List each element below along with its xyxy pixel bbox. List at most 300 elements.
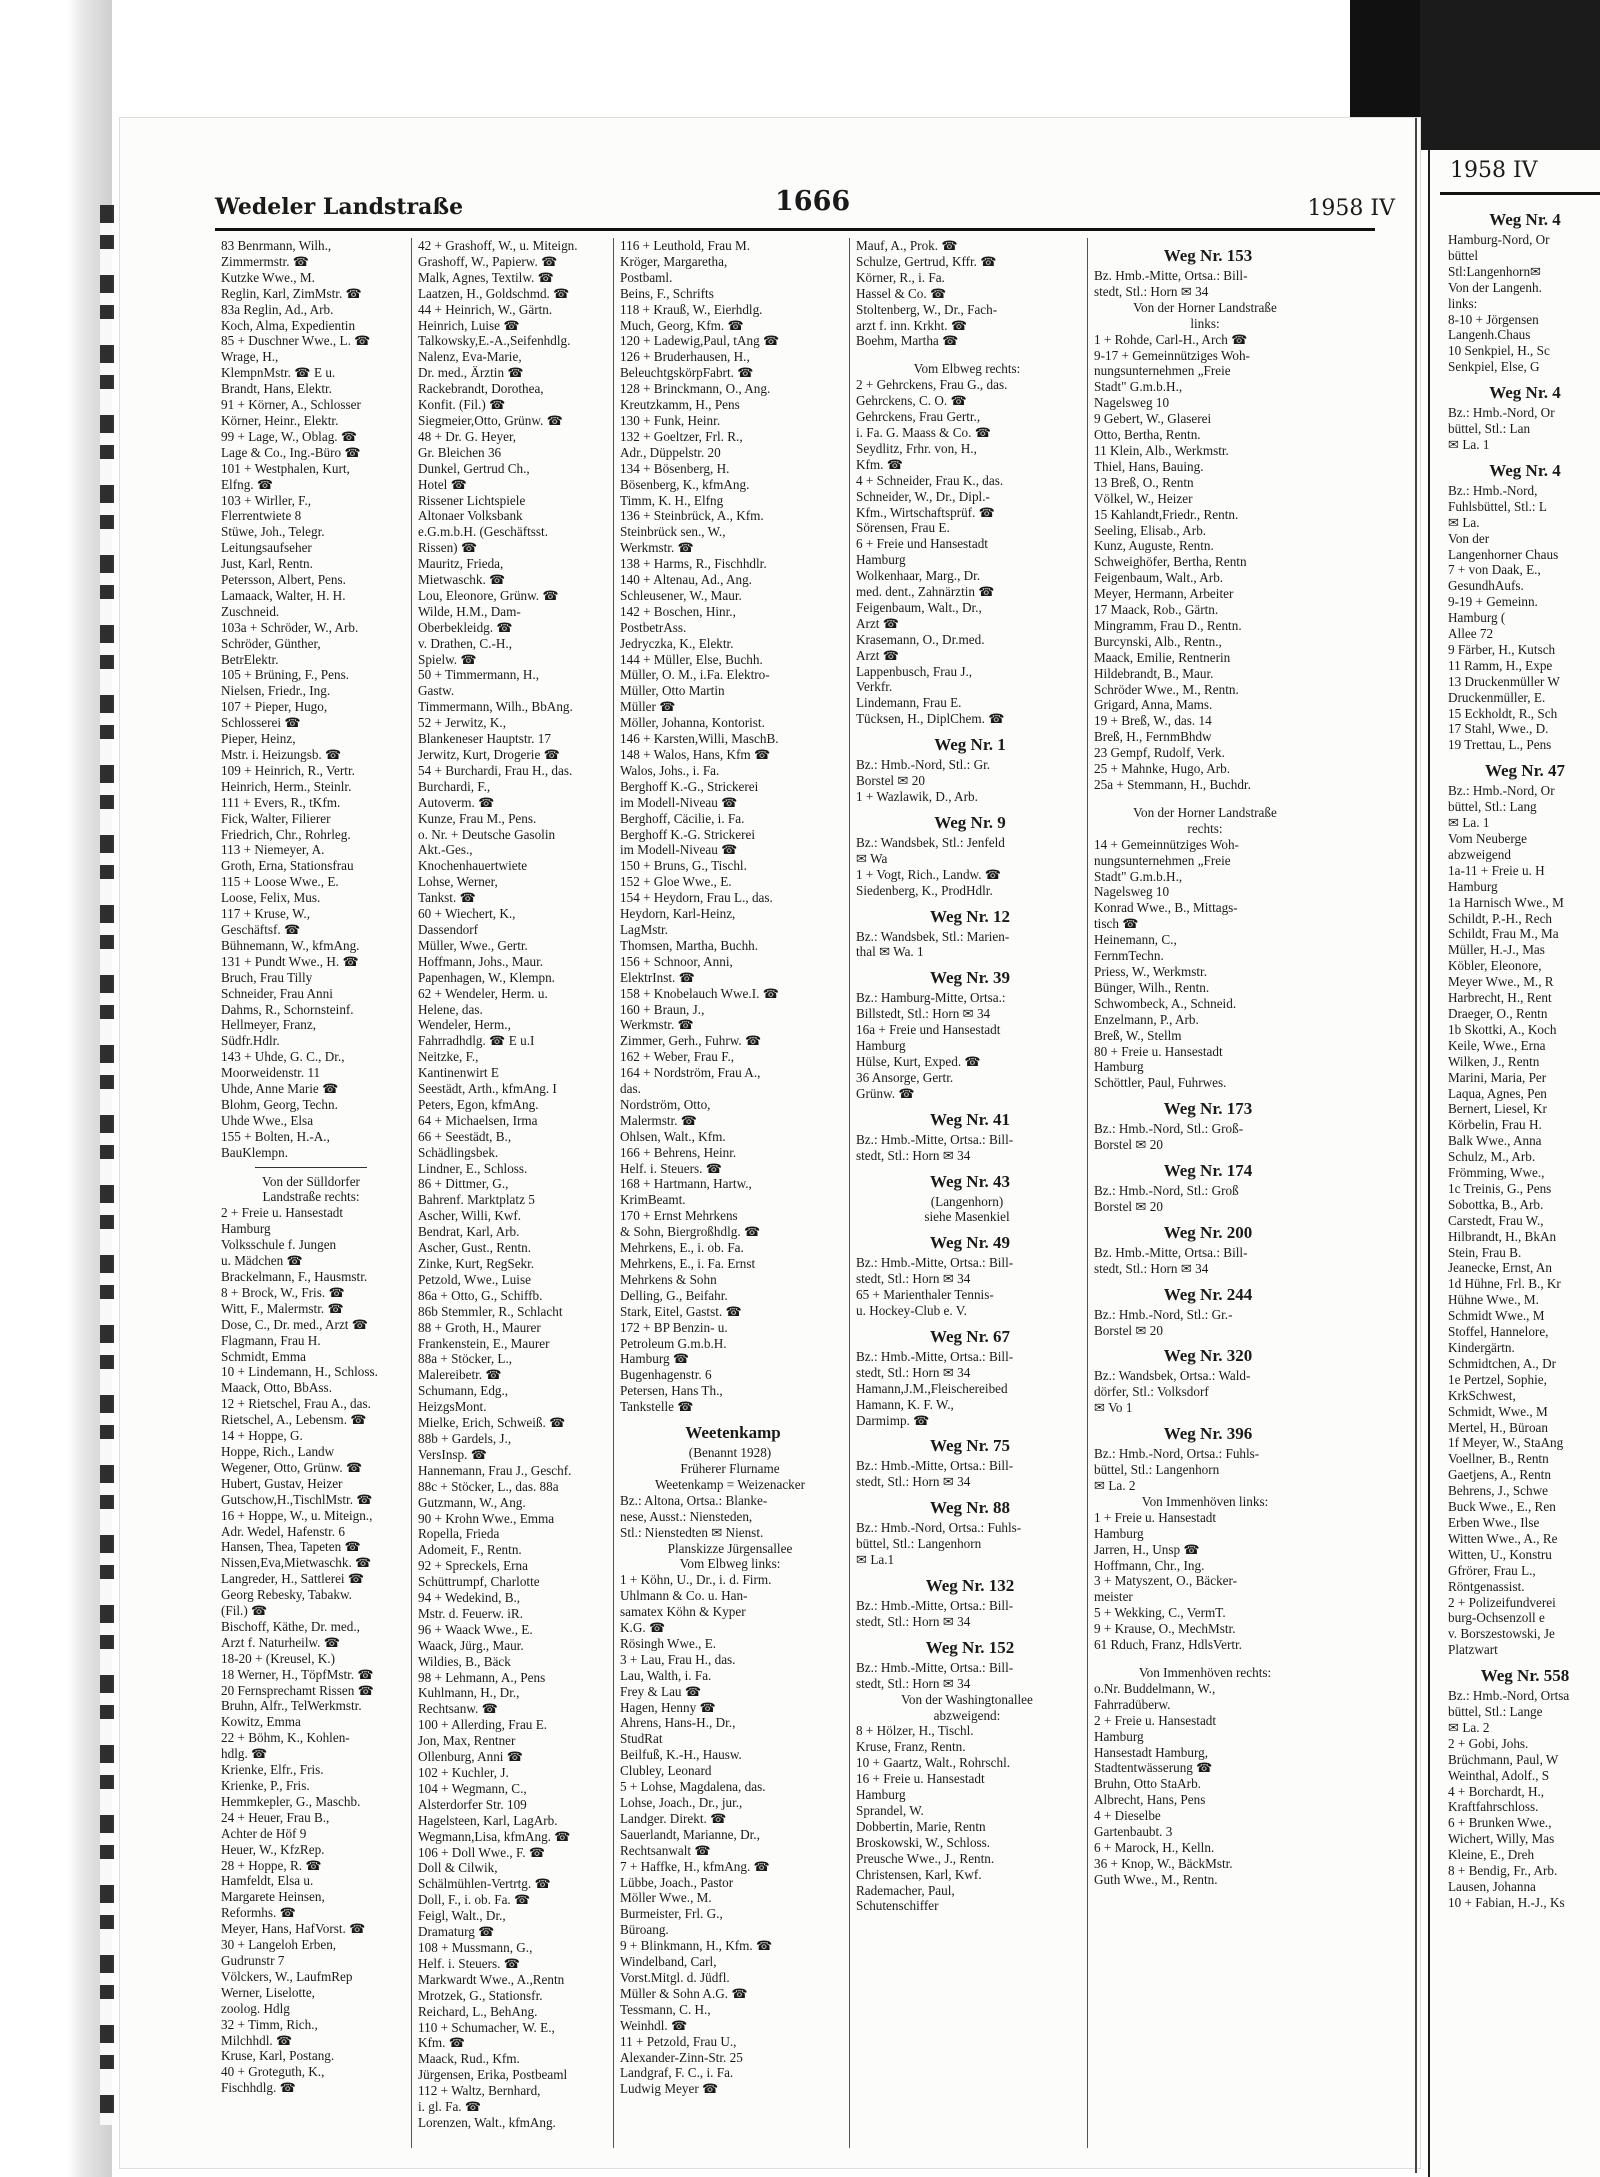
- directory-entry: Hagen, Henny ☎: [620, 1699, 716, 1715]
- directory-entry: 120 + Ladewig,Paul, tAng ☎: [620, 333, 780, 349]
- directory-entry: Knochenhauertwiete: [418, 858, 528, 874]
- directory-entry: 2 + Polizeifundverei: [1448, 1594, 1556, 1610]
- directory-entry: Preusche Wwe., J., Rentn.: [856, 1850, 995, 1866]
- directory-entry: 13 Druckenmüller W: [1448, 673, 1560, 689]
- directory-entry: 1 + Vogt, Rich., Landw. ☎: [856, 866, 1002, 882]
- directory-entry: Mrotzek, G., Stationsfr.: [418, 1987, 543, 2003]
- spine-text-marks: [100, 205, 114, 2125]
- directory-entry: 1e Pertzel, Sophie,: [1448, 1371, 1547, 1387]
- directory-entry: Hilbrandt, H., BkAn: [1448, 1228, 1557, 1244]
- directory-entry: im Modell-Niveau ☎: [620, 842, 738, 858]
- directory-entry: 24 + Heuer, Frau B.,: [221, 1809, 330, 1825]
- directory-entry: Gehrckens, C. O. ☎: [856, 393, 967, 409]
- directory-entry: Wolkenhaar, Marg., Dr.: [856, 568, 981, 584]
- section-rule: [255, 1167, 367, 1168]
- directory-entry: 30 + Langeloh Erben,: [221, 1937, 337, 1953]
- directory-entry: Seydlitz, Frhr. von, H.,: [856, 440, 977, 456]
- directory-entry: samatex Köhn & Kyper: [620, 1604, 746, 1620]
- directory-entry: ✉ La. 1: [1448, 436, 1490, 452]
- directory-entry: 10 + Gaartz, Walt., Rohrschl.: [856, 1755, 1011, 1771]
- directory-entry: 111 + Evers, R., tKfm.: [221, 794, 341, 810]
- directory-entry: Schutenschiffer: [856, 1898, 939, 1914]
- directory-entry: K.G. ☎: [620, 1620, 666, 1636]
- directory-entry: 166 + Behrens, Heinr.: [620, 1144, 737, 1160]
- directory-entry: Zinke, Kurt, RegSekr.: [418, 1256, 535, 1271]
- directory-entry: 17 Maack, Rob., Gärtn.: [1094, 602, 1219, 618]
- directory-entry: o.Nr. Buddelmann, W.,: [1094, 1680, 1216, 1696]
- directory-entry: Hassel & Co. ☎: [856, 285, 947, 301]
- directory-entry: Müller, Wwe., Gertr.: [418, 937, 528, 953]
- directory-entry: Mehrkens & Sohn: [620, 1271, 717, 1287]
- directory-entry: Bz.: Hmb.-Mitte, Ortsa.: Bill-: [856, 1348, 1014, 1364]
- directory-entry: Ludwig Meyer ☎: [620, 2081, 719, 2097]
- directory-entry: 10 Senkpiel, H., Sc: [1448, 343, 1550, 359]
- directory-entry: Seeling, Elisab., Arb.: [1094, 522, 1207, 538]
- directory-entry: Keile, Wwe., Erna: [1448, 1037, 1546, 1053]
- street-section-heading: Weg Nr. 558: [1480, 1666, 1570, 1686]
- right-header-rule: [1440, 192, 1600, 195]
- directory-entry: ✉ La. 1: [1448, 815, 1490, 831]
- directory-entry: Stadtentwässerung ☎: [1094, 1760, 1213, 1776]
- directory-entry: Kfm. ☎: [856, 456, 904, 472]
- street-section-heading: Weg Nr. 173: [1163, 1099, 1253, 1119]
- directory-entry: Langenh.Chaus: [1448, 327, 1531, 343]
- directory-entry: 1c Treinis, G., Pens: [1448, 1180, 1552, 1196]
- section-note: (Benannt 1928): [688, 1445, 772, 1461]
- directory-entry: 126 + Bruderhausen, H.,: [620, 349, 750, 365]
- directory-entry: 132 + Goeltzer, Frl. R.,: [620, 428, 743, 444]
- directory-entry: Boehm, Martha ☎: [856, 333, 959, 349]
- directory-entry: Bz.: Hmb.-Nord, Or: [1448, 783, 1555, 799]
- directory-entry: stedt, Stl.: Horn ✉ 34: [1094, 1260, 1209, 1276]
- directory-entry: Harbrecht, H., Rent: [1448, 990, 1552, 1006]
- directory-entry: 9-19 + Gemeinn.: [1448, 594, 1538, 610]
- directory-entry: Berghoff K.-G. Strickerei: [620, 826, 756, 842]
- directory-entry: v. Borszestowski, Je: [1448, 1626, 1555, 1642]
- section-note: Weetenkamp = Weizenacker: [654, 1476, 806, 1492]
- directory-entry: Kfm. ☎: [418, 2035, 466, 2051]
- directory-entry: Hamburg: [1094, 1525, 1144, 1541]
- directory-entry: Schlosserei ☎: [221, 715, 301, 731]
- directory-entry: Kantinenwirt E: [418, 1065, 499, 1081]
- directory-entry: Thomsen, Martha, Buchh.: [620, 937, 759, 953]
- directory-entry: Wegmann,Lisa, kfmAng. ☎: [418, 1828, 571, 1844]
- left-page: [120, 118, 1420, 2168]
- directory-entry: Werkmstr. ☎: [620, 540, 694, 556]
- street-section-heading: Weg Nr. 174: [1163, 1161, 1253, 1181]
- directory-entry: Gudrunstr 7: [221, 1952, 285, 1968]
- directory-entry: büttel, Stl.: Lang: [1448, 799, 1537, 815]
- directory-entry: 113 + Niemeyer, A.: [221, 842, 325, 858]
- directory-entry: büttel, Stl.: Langenhorn: [1094, 1462, 1220, 1478]
- directory-entry: Fischhdlg. ☎: [221, 2080, 297, 2096]
- directory-entry: 115 + Loose Wwe., E.: [221, 874, 339, 890]
- directory-entry: 100 + Allerding, Frau E.: [418, 1717, 548, 1733]
- directory-entry: Bz.: Hmb.-Nord,: [1448, 482, 1538, 498]
- directory-entry: Guth Wwe., M., Rentn.: [1094, 1871, 1218, 1887]
- header-street-name: Wedeler Landstraße: [215, 194, 464, 220]
- directory-entry: 103 + Wirller, F.,: [221, 492, 312, 508]
- directory-entry: Kunze, Frau M., Pens.: [418, 810, 537, 826]
- directory-entry: Voellner, B., Rentn: [1448, 1451, 1549, 1467]
- directory-entry: Röntgenassist.: [1448, 1578, 1525, 1594]
- street-section-heading: Weg Nr. 1: [934, 735, 1006, 755]
- directory-entry: Leitungsaufseher: [221, 540, 312, 556]
- directory-entry: Gutzmann, W., Ang.: [418, 1494, 526, 1510]
- directory-entry: 83a Reglin, Ad., Arb.: [221, 301, 334, 317]
- directory-entry: Ohlsen, Walt., Kfm.: [620, 1128, 726, 1144]
- directory-entry: Enzelmann, P., Arb.: [1094, 1011, 1199, 1027]
- directory-entry: Darmimp. ☎: [856, 1412, 930, 1428]
- directory-entry: abzweigend: [1448, 846, 1511, 862]
- directory-entry: Burcynski, Alb., Rentn.,: [1094, 633, 1222, 649]
- directory-entry: 48 + Dr. G. Heyer,: [418, 428, 517, 444]
- directory-entry: Bz.: Hmb.-Nord, Stl.: Gr.-: [1094, 1306, 1233, 1322]
- directory-entry: Landger. Direkt. ☎: [620, 1810, 727, 1826]
- directory-entry: ✉ La.1: [856, 1552, 895, 1568]
- directory-entry: Krasemann, O., Dr.med.: [856, 631, 985, 647]
- directory-entry: 154 + Heydorn, Frau L., das.: [620, 890, 773, 906]
- directory-entry: Witten, U., Konstru: [1448, 1546, 1552, 1562]
- directory-entry: Dassendorf: [418, 921, 479, 937]
- directory-entry: 9 + Blinkmann, H., Kfm. ☎: [620, 1938, 773, 1954]
- directory-entry: Schöttler, Paul, Fuhrwes.: [1094, 1075, 1227, 1091]
- directory-entry: 103a + Schröder, W., Arb.: [221, 619, 359, 635]
- directory-entry: Mehrkens, E., i. Fa. Ernst: [620, 1256, 756, 1271]
- directory-entry: 131 + Pundt Wwe., H. ☎: [221, 953, 359, 969]
- directory-entry: Stein, Frau B.: [1448, 1244, 1522, 1260]
- directory-entry: BauKlempn.: [221, 1144, 289, 1160]
- directory-entry: 150 + Bruns, G., Tischl.: [620, 858, 747, 874]
- directory-entry: im Modell-Niveau ☎: [620, 794, 738, 810]
- directory-entry: Ascher, Gust., Rentn.: [418, 1240, 532, 1256]
- directory-entry: Adomeit, F., Rentn.: [418, 1542, 522, 1558]
- directory-entry: 8 + Brock, W., Fris. ☎: [221, 1284, 345, 1300]
- directory-entry: Meyer, Hans, HafVorst. ☎: [221, 1921, 366, 1937]
- directory-entry: Lau, Walth, i. Fa.: [620, 1667, 712, 1683]
- directory-entry: 52 + Jerwitz, K.,: [418, 715, 507, 731]
- directory-entry: ✉ La. 2: [1094, 1478, 1136, 1493]
- directory-entry: 3 + Matyszent, O., Bäcker-: [1094, 1573, 1238, 1589]
- directory-entry: Margarete Heinsen,: [221, 1889, 325, 1905]
- directory-entry: Hoffmann, Johs., Maur.: [418, 953, 544, 969]
- directory-entry: Beilfuß, K.-H., Hausw.: [620, 1747, 742, 1763]
- directory-entry: Nissen,Eva,Mietwaschk. ☎: [221, 1555, 372, 1571]
- right-directory-column: [1448, 202, 1600, 2162]
- directory-entry: 1a Harnisch Wwe., M: [1448, 894, 1564, 910]
- directory-entry: Gaetjens, A., Rentn: [1448, 1467, 1551, 1483]
- directory-entry: 15 Kahlandt,Friedr., Rentn.: [1094, 506, 1239, 522]
- directory-entry: Lindemann, Frau E.: [856, 695, 962, 711]
- directory-entry: 8 + Hölzer, H., Tischl.: [856, 1723, 974, 1739]
- directory-entry: 6 + Brunken Wwe.,: [1448, 1815, 1552, 1831]
- directory-entry: 105 + Brüning, F., Pens.: [221, 667, 350, 683]
- directory-entry: Jürgensen, Erika, Postbeaml: [418, 2067, 568, 2083]
- directory-entry: Gr. Bleichen 36: [418, 444, 502, 460]
- directory-entry: 19 Trettau, L., Pens: [1448, 737, 1552, 753]
- directory-entry: Gehrckens, Frau Gertr.,: [856, 409, 981, 425]
- directory-entry: 6 + Marock, H., Kelln.: [1094, 1839, 1215, 1855]
- directory-entry: 1 + Rohde, Carl-H., Arch ☎: [1094, 331, 1248, 347]
- spacer: [1088, 793, 1322, 805]
- street-section-heading: Weg Nr. 200: [1163, 1222, 1253, 1242]
- directory-entry: 18 Werner, H., TöpfMstr. ☎: [221, 1666, 374, 1682]
- directory-entry: 110 + Schumacher, W. E.,: [418, 2019, 555, 2035]
- directory-entry: Bz.: Hmb.-Nord, Stl.: Groß-: [1094, 1121, 1244, 1137]
- section-note: (Langenhorn): [930, 1193, 1004, 1209]
- directory-entry: Dramaturg ☎: [418, 1924, 495, 1940]
- directory-entry: Schälmühlen-Vertrtg. ☎: [418, 1876, 551, 1892]
- directory-entry: Feigenbaum, Walt., Dr.,: [856, 599, 982, 615]
- directory-entry: Völkel, W., Heizer: [1094, 490, 1193, 506]
- directory-entry: 140 + Altenau, Ad., Ang.: [620, 572, 752, 588]
- directory-entry: Borstel ✉ 20: [856, 773, 925, 789]
- directory-entry: Bruhn, Alfr., TelWerkmstr.: [221, 1698, 362, 1714]
- directory-entry: 85 + Duschner Wwe., L. ☎: [221, 333, 371, 349]
- directory-entry: 86 + Dittmer, G.,: [418, 1176, 509, 1192]
- street-section-heading: Weg Nr. 4: [1489, 383, 1561, 403]
- directory-entry: Jon, Max, Rentner: [418, 1733, 516, 1749]
- directory-entry: 142 + Boschen, Hinr.,: [620, 603, 736, 619]
- directory-entry: Adr., Düppelstr. 20: [620, 444, 721, 460]
- directory-entry: PostbetrAss.: [620, 619, 687, 635]
- directory-entry: 14 + Gemeinnütziges Woh-: [1094, 836, 1239, 852]
- directory-entry: o. Nr. + Deutsche Gasolin: [418, 826, 556, 842]
- directory-entry: Völckers, W., LaufmRep: [221, 1968, 353, 1984]
- directory-entry: Walos, Johs., i. Fa.: [620, 762, 720, 778]
- book-spine: [0, 0, 112, 2177]
- directory-entry: Schwombeck, A., Schneid.: [1094, 995, 1237, 1011]
- directory-entry: Milchhdl. ☎: [221, 2032, 293, 2048]
- directory-entry: Berghoff, Cäcilie, i. Fa.: [620, 810, 745, 826]
- directory-entry: Borstel ✉ 20: [1094, 1198, 1163, 1214]
- directory-entry: 92 + Spreckels, Erna: [418, 1558, 528, 1574]
- directory-entry: Geschäftsf. ☎: [221, 921, 301, 937]
- directory-entry: Wichert, Willy, Mas: [1448, 1831, 1555, 1847]
- directory-entry: Blohm, Georg, Techn.: [221, 1096, 338, 1112]
- directory-entry: Möller Wwe., M.: [620, 1890, 712, 1906]
- directory-entry: Delling, G., Beifahr.: [620, 1287, 728, 1303]
- directory-entry: Rissener Lichtspiele: [418, 492, 526, 508]
- directory-entry: Bischoff, Käthe, Dr. med.,: [221, 1618, 360, 1634]
- directory-entry: Bz.: Hmb.-Nord, Or: [1448, 405, 1555, 421]
- directory-entry: Rietschel, A., Lebensm. ☎: [221, 1412, 367, 1428]
- street-section-heading: Weg Nr. 9: [934, 812, 1006, 832]
- directory-entry: Platzwart: [1448, 1642, 1498, 1658]
- section-note: Landstraße rechts:: [262, 1189, 360, 1205]
- directory-entry: Tankst. ☎: [418, 890, 476, 906]
- directory-entry: Helf. i. Steuers. ☎: [620, 1160, 723, 1176]
- directory-entry: 7 + von Daak, E.,: [1448, 562, 1541, 578]
- directory-entry: Kruse, Franz, Rentn.: [856, 1739, 966, 1755]
- directory-entry: Albrecht, Hans, Pens: [1094, 1792, 1206, 1808]
- directory-entry: 1b Skottki, A., Koch: [1448, 1021, 1557, 1037]
- directory-entry: BeleuchtgskörpFabrt. ☎: [620, 365, 754, 381]
- directory-entry: Mstr. i. Heizungsb. ☎: [221, 747, 342, 762]
- directory-entry: Hamburg (: [1448, 610, 1506, 626]
- directory-entry: Steinbrück sen., W.,: [620, 524, 726, 540]
- directory-column-1: [215, 238, 407, 2148]
- directory-entry: Zimmer, Gerh., Fuhrw. ☎: [620, 1033, 762, 1049]
- directory-entry: Köbler, Eleonore,: [1448, 958, 1542, 974]
- directory-entry: 116 + Leuthold, Frau M.: [620, 238, 751, 253]
- directory-entry: Kindergärtn.: [1448, 1340, 1515, 1355]
- directory-entry: Hoppe, Rich., Landw: [221, 1443, 335, 1459]
- directory-entry: 1f Meyer, W., StaAng: [1448, 1435, 1564, 1451]
- directory-entry: 3 + Lau, Frau H., das.: [620, 1651, 736, 1667]
- directory-entry: Lübbe, Joach., Pastor: [620, 1874, 734, 1890]
- directory-entry: Doll, F., i. ob. Fa. ☎: [418, 1892, 531, 1908]
- directory-entry: Reglin, Karl, ZimMstr. ☎: [221, 285, 362, 301]
- directory-entry: Hubert, Gustav, Heizer: [221, 1475, 343, 1491]
- directory-entry: 117 + Kruse, W.,: [221, 906, 311, 922]
- right-page: [1428, 150, 1600, 2177]
- directory-entry: 128 + Brinckmann, O., Ang.: [620, 381, 771, 397]
- directory-entry: Peters, Egon, kfmAng.: [418, 1096, 539, 1112]
- directory-entry: Hamburg: [856, 1787, 906, 1803]
- directory-entry: HeizgsMont.: [418, 1399, 487, 1415]
- directory-entry: Schröder Wwe., M., Rentn.: [1094, 681, 1239, 697]
- directory-entry: büttel: [1448, 247, 1479, 263]
- directory-entry: 104 + Wegmann, C.,: [418, 1780, 527, 1796]
- directory-entry: Ropella, Frieda: [418, 1526, 500, 1542]
- directory-entry: Hühne Wwe., M.: [1448, 1292, 1539, 1308]
- directory-entry: 86a + Otto, G., Schiffb.: [418, 1287, 543, 1303]
- directory-entry: Priess, W., Werkmstr.: [1094, 963, 1207, 979]
- directory-entry: StudRat: [620, 1731, 663, 1747]
- street-section-heading: Weg Nr. 67: [929, 1326, 1011, 1346]
- directory-entry: Hamburg ☎: [620, 1351, 690, 1367]
- directory-entry: Kowitz, Emma: [221, 1714, 301, 1730]
- directory-entry: e.G.m.b.H. (Geschäftsst.: [418, 524, 549, 540]
- scan-background-corner-2: [1420, 0, 1600, 150]
- directory-entry: Bz. Hmb.-Mitte, Ortsa.: Bill-: [1094, 1244, 1248, 1260]
- directory-entry: 160 + Braun, J.,: [620, 1001, 705, 1017]
- directory-entry: Bz.: Hamburg-Mitte, Ortsa.:: [856, 990, 1006, 1006]
- directory-entry: 61 Rduch, Franz, HdlsVertr.: [1094, 1637, 1242, 1653]
- directory-entry: Sörensen, Frau E.: [856, 520, 950, 536]
- directory-entry: Zimmermstr. ☎: [221, 253, 310, 269]
- directory-entry: Bz.: Hmb.-Mitte, Ortsa.: Bill-: [856, 1131, 1014, 1147]
- directory-entry: ElektrInst. ☎: [620, 969, 696, 985]
- directory-entry: Zuschneid.: [221, 603, 280, 619]
- directory-entry: Körner, Heinr., Elektr.: [221, 412, 339, 428]
- spacer: [850, 349, 1084, 361]
- directory-entry: Stoltenberg, W., Dr., Fach-: [856, 301, 998, 317]
- directory-entry: Helf. i. Steuers. ☎: [418, 1955, 521, 1971]
- directory-entry: Nagelsweg 10: [1094, 395, 1170, 411]
- directory-entry: Alexander-Zinn-Str. 25: [620, 2049, 743, 2065]
- directory-entry: i. gl. Fa. ☎: [418, 2099, 482, 2115]
- directory-entry: Jedryczka, K., Elektr.: [620, 635, 734, 651]
- directory-entry: Hotel ☎: [418, 476, 468, 492]
- directory-entry: stedt, Stl.: Horn ✉ 34: [1094, 283, 1209, 299]
- header-year-volume: 1958 IV: [1307, 196, 1395, 221]
- directory-entry: 152 + Gloe Wwe., E.: [620, 874, 732, 890]
- directory-entry: 44 + Heinrich, W., Gärtn.: [418, 301, 553, 317]
- directory-entry: Nordström, Otto,: [620, 1096, 711, 1112]
- directory-entry: Hansestadt Hamburg,: [1094, 1744, 1209, 1760]
- directory-entry: Wilken, J., Rentn: [1448, 1053, 1540, 1069]
- directory-entry: Krienke, Elfr., Fris.: [221, 1762, 324, 1778]
- street-section-heading: Weg Nr. 132: [925, 1576, 1015, 1595]
- directory-entry: Loose, Felix, Mus.: [221, 890, 321, 906]
- directory-entry: 112 + Waltz, Bernhard,: [418, 2083, 541, 2099]
- directory-entry: 42 + Grashoff, W., u. Miteign.: [418, 238, 578, 253]
- street-section-heading: Weg Nr. 153: [1163, 246, 1253, 265]
- directory-entry: Heinrich, Luise ☎: [418, 317, 520, 333]
- directory-entry: 25 + Mahnke, Hugo, Arb.: [1094, 761, 1231, 777]
- directory-entry: KrimBeamt.: [620, 1192, 686, 1208]
- directory-entry: Hamburg: [856, 1038, 906, 1054]
- directory-entry: Wegener, Otto, Grünw. ☎: [221, 1459, 363, 1475]
- directory-entry: Burmeister, Frl. G.,: [620, 1906, 723, 1922]
- directory-entry: Beins, F., Schrifts: [620, 285, 714, 301]
- directory-entry: Kröger, Margaretha,: [620, 253, 728, 269]
- directory-entry: Gastw.: [418, 683, 455, 699]
- directory-entry: thal ✉ Wa. 1: [856, 944, 924, 960]
- directory-entry: Grashoff, W., Papierw. ☎: [418, 253, 558, 269]
- directory-entry: Fahrradhdlg. ☎ E u.I: [418, 1033, 535, 1049]
- directory-entry: Hamann,J.M.,Fleischereibed: [856, 1380, 1008, 1396]
- directory-entry: 25a + Stemmann, H., Buchdr.: [1094, 777, 1251, 792]
- directory-entry: Lappenbusch, Frau J.,: [856, 663, 973, 679]
- directory-entry: 101 + Westphalen, Kurt,: [221, 460, 350, 476]
- section-note: abzweigend:: [933, 1707, 1001, 1723]
- directory-entry: Hansen, Thea, Tapeten ☎: [221, 1539, 361, 1555]
- directory-entry: med. dent., Zahnärztin ☎: [856, 584, 995, 600]
- directory-entry: Brandt, Hans, Elektr.: [221, 381, 332, 397]
- directory-entry: 16a + Freie und Hansestadt: [856, 1022, 1001, 1038]
- directory-entry: 66 + Seestädt, B.,: [418, 1128, 512, 1144]
- directory-entry: Lindner, E., Schloss.: [418, 1160, 528, 1176]
- directory-entry: Von der: [1448, 530, 1490, 546]
- directory-entry: Kuhlmann, H., Dr.,: [418, 1685, 520, 1701]
- directory-entry: 136 + Steinbrück, A., Kfm.: [620, 508, 764, 524]
- directory-entry: Sobottka, B., Arb.: [1448, 1196, 1544, 1212]
- directory-entry: zoolog. Hdlg: [221, 2000, 290, 2016]
- directory-entry: 9 Färber, H., Kutsch: [1448, 641, 1556, 657]
- directory-entry: Landgraf, F. C., i. Fa.: [620, 2065, 734, 2081]
- directory-entry: 19 + Breß, W., das. 14: [1094, 713, 1212, 729]
- directory-entry: Bernert, Liesel, Kr: [1448, 1101, 1547, 1117]
- directory-entry: Hamburg: [221, 1221, 271, 1237]
- directory-entry: ✉ La. 2: [1448, 1719, 1490, 1735]
- directory-entry: Reformhs. ☎: [221, 1905, 297, 1921]
- directory-entry: 2 + Gobi, Johs.: [1448, 1735, 1529, 1751]
- directory-entry: büttel, Stl.: Lange: [1448, 1704, 1543, 1720]
- directory-entry: büttel, Stl.: Lan: [1448, 421, 1531, 437]
- section-note: rechts:: [1187, 820, 1223, 836]
- directory-entry: Schneider, Frau Anni: [221, 985, 333, 1001]
- directory-entry: nungsunternehmen „Freie: [1094, 852, 1231, 868]
- directory-column-5: [1087, 238, 1322, 2148]
- directory-entry: Hamburg-Nord, Or: [1448, 232, 1550, 247]
- directory-entry: Pieper, Heinz,: [221, 731, 296, 747]
- directory-entry: stedt, Stl.: Horn ✉ 34: [856, 1474, 971, 1490]
- directory-entry: 170 + Ernst Mehrkens: [620, 1208, 738, 1224]
- directory-entry: Stl:Langenhorn✉: [1448, 263, 1542, 279]
- directory-entry: Hagelsteen, Karl, LagArb.: [418, 1812, 558, 1828]
- directory-entry: Lou, Eleonore, Grünw. ☎: [418, 587, 559, 603]
- directory-column-4: [849, 238, 1084, 2148]
- directory-entry: Akt.-Ges.,: [418, 842, 473, 858]
- directory-entry: Hellmeyer, Franz,: [221, 1017, 317, 1033]
- directory-entry: Laqua, Agnes, Pen: [1448, 1085, 1547, 1101]
- header-rule: [215, 228, 1375, 231]
- directory-entry: Maack, Emilie, Rentnerin: [1094, 649, 1231, 665]
- directory-entry: Siedenberg, K., ProdHdlr.: [856, 882, 993, 898]
